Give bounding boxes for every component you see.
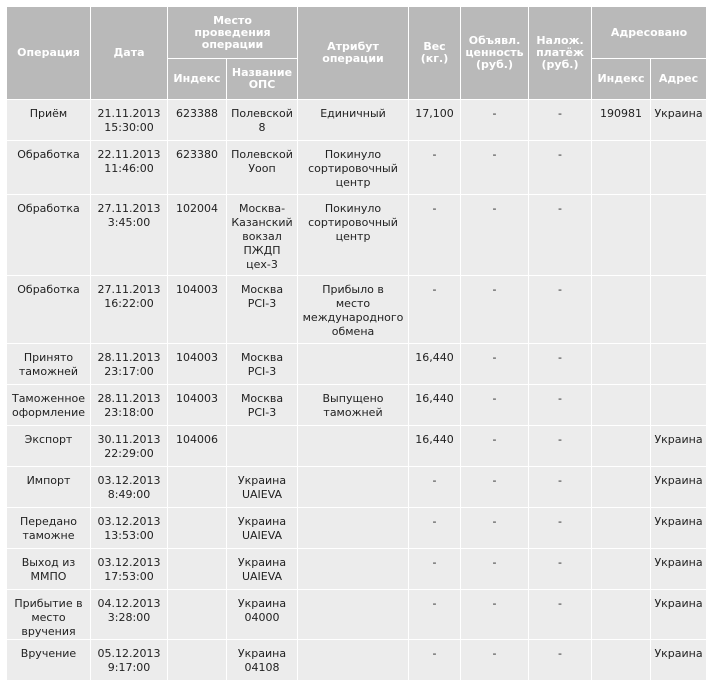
cell-date: 28.11.2013 23:18:00 [91, 385, 168, 426]
cell-date: 03.12.2013 8:49:00 [91, 467, 168, 508]
cell-address: Украина [651, 640, 707, 681]
cell-address [651, 276, 707, 344]
cell-place-name [227, 426, 298, 467]
cell-operation: Таможенное оформление [7, 385, 91, 426]
cell-date: 21.11.2013 15:30:00 [91, 100, 168, 141]
cell-declared-value: - [461, 640, 529, 681]
table-row [7, 426, 707, 467]
cell-weight: 16,440 [409, 344, 461, 385]
header-address: Адрес [651, 59, 707, 100]
table-row [7, 508, 707, 549]
cell-address-index [592, 640, 651, 681]
cell-date: 27.11.2013 3:45:00 [91, 195, 168, 276]
cell-cod: - [529, 195, 592, 276]
cell-place-name: Украина 04108 [227, 640, 298, 681]
cell-address-index [592, 344, 651, 385]
cell-weight: 16,440 [409, 426, 461, 467]
cell-place-index: 102004 [168, 195, 227, 276]
cell-date: 03.12.2013 17:53:00 [91, 549, 168, 590]
header-address-index: Индекс [592, 59, 651, 100]
cell-declared-value: - [461, 426, 529, 467]
header-addressed: Адресовано [592, 7, 707, 59]
cell-attribute [298, 426, 409, 467]
cell-address-index [592, 276, 651, 344]
header-attribute: Атрибут операции [298, 7, 409, 100]
cell-date: 04.12.2013 3:28:00 [91, 590, 168, 640]
cell-place-index [168, 549, 227, 590]
cell-cod: - [529, 141, 592, 195]
table-row [7, 195, 707, 276]
cell-place-index: 104006 [168, 426, 227, 467]
cell-address: Украина [651, 549, 707, 590]
cell-weight: - [409, 590, 461, 640]
cell-place-index: 104003 [168, 385, 227, 426]
cell-attribute [298, 344, 409, 385]
cell-place-index [168, 590, 227, 640]
cell-declared-value: - [461, 590, 529, 640]
cell-declared-value: - [461, 276, 529, 344]
cell-address-index [592, 141, 651, 195]
cell-address-index: 190981 [592, 100, 651, 141]
cell-date: 27.11.2013 16:22:00 [91, 276, 168, 344]
cell-address [651, 195, 707, 276]
cell-operation: Обработка [7, 141, 91, 195]
cell-address-index [592, 426, 651, 467]
table-row [7, 590, 707, 640]
header-weight: Вес (кг.) [409, 7, 461, 100]
cell-attribute: Прибыло в место международного обмена [298, 276, 409, 344]
cell-weight: 17,100 [409, 100, 461, 141]
cell-address [651, 344, 707, 385]
table-row [7, 640, 707, 681]
cell-cod: - [529, 549, 592, 590]
cell-cod: - [529, 100, 592, 141]
cell-attribute [298, 549, 409, 590]
cell-declared-value: - [461, 467, 529, 508]
cell-date: 30.11.2013 22:29:00 [91, 426, 168, 467]
cell-operation: Обработка [7, 276, 91, 344]
cell-date: 22.11.2013 11:46:00 [91, 141, 168, 195]
cell-weight: - [409, 276, 461, 344]
cell-cod: - [529, 640, 592, 681]
cell-address-index [592, 508, 651, 549]
table-row [7, 467, 707, 508]
cell-place-name: Полевской Уооп [227, 141, 298, 195]
cell-declared-value: - [461, 195, 529, 276]
cell-address: Украина [651, 426, 707, 467]
cell-address: Украина [651, 100, 707, 141]
cell-cod: - [529, 426, 592, 467]
cell-weight: - [409, 549, 461, 590]
cell-declared-value: - [461, 344, 529, 385]
cell-date: 28.11.2013 23:17:00 [91, 344, 168, 385]
cell-address: Украина [651, 508, 707, 549]
cell-place-index [168, 467, 227, 508]
cell-attribute [298, 590, 409, 640]
cell-address-index [592, 549, 651, 590]
cell-cod: - [529, 276, 592, 344]
cell-address-index [592, 195, 651, 276]
cell-declared-value: - [461, 141, 529, 195]
cell-place-name: Украина UAIEVA [227, 549, 298, 590]
cell-place-index [168, 640, 227, 681]
cell-place-name: Полевской 8 [227, 100, 298, 141]
cell-cod: - [529, 590, 592, 640]
table-row [7, 385, 707, 426]
cell-attribute [298, 508, 409, 549]
header-operation: Операция [7, 7, 91, 100]
header-place-name: Название ОПС [227, 59, 298, 100]
cell-operation: Принято таможней [7, 344, 91, 385]
cell-operation: Обработка [7, 195, 91, 276]
cell-cod: - [529, 508, 592, 549]
cell-place-index: 104003 [168, 276, 227, 344]
cell-attribute [298, 640, 409, 681]
cell-attribute: Единичный [298, 100, 409, 141]
cell-weight: - [409, 508, 461, 549]
cell-weight: 16,440 [409, 385, 461, 426]
header-place-index: Индекс [168, 59, 227, 100]
cell-operation: Приём [7, 100, 91, 141]
header-place: Место проведения операции [168, 7, 298, 59]
cell-operation: Прибытие в место вручения [7, 590, 91, 640]
cell-address: Украина [651, 467, 707, 508]
cell-weight: - [409, 640, 461, 681]
table-row [7, 100, 707, 141]
cell-operation: Выход из ММПО [7, 549, 91, 590]
cell-attribute: Покинуло сортировочный центр [298, 141, 409, 195]
cell-declared-value: - [461, 100, 529, 141]
cell-address [651, 385, 707, 426]
header-declared-value: Объявл. ценность (руб.) [461, 7, 529, 100]
cell-place-name: Москва- Казанский вокзал ПЖДП цех-3 [227, 195, 298, 276]
cell-place-name: Москва PCI-3 [227, 276, 298, 344]
cell-address-index [592, 385, 651, 426]
cell-operation: Экспорт [7, 426, 91, 467]
cell-place-name: Украина 04000 [227, 590, 298, 640]
table-row [7, 344, 707, 385]
cell-place-name: Украина UAIEVA [227, 508, 298, 549]
cell-operation: Вручение [7, 640, 91, 681]
header-cod: Налож. платёж (руб.) [529, 7, 592, 100]
cell-attribute: Покинуло сортировочный центр [298, 195, 409, 276]
cell-address [651, 141, 707, 195]
cell-place-index: 104003 [168, 344, 227, 385]
cell-place-name: Москва PCI-3 [227, 344, 298, 385]
cell-place-index: 623388 [168, 100, 227, 141]
cell-declared-value: - [461, 549, 529, 590]
cell-weight: - [409, 195, 461, 276]
cell-attribute [298, 467, 409, 508]
cell-address-index [592, 590, 651, 640]
cell-cod: - [529, 385, 592, 426]
cell-weight: - [409, 467, 461, 508]
cell-date: 05.12.2013 9:17:00 [91, 640, 168, 681]
cell-date: 03.12.2013 13:53:00 [91, 508, 168, 549]
table-row [7, 141, 707, 195]
cell-cod: - [529, 344, 592, 385]
cell-address: Украина [651, 590, 707, 640]
table-row [7, 276, 707, 344]
cell-weight: - [409, 141, 461, 195]
cell-operation: Импорт [7, 467, 91, 508]
cell-place-name: Москва PCI-3 [227, 385, 298, 426]
table-row [7, 549, 707, 590]
cell-address-index [592, 467, 651, 508]
cell-declared-value: - [461, 385, 529, 426]
cell-place-index: 623380 [168, 141, 227, 195]
cell-cod: - [529, 467, 592, 508]
cell-attribute: Выпущено таможней [298, 385, 409, 426]
cell-place-name: Украина UAIEVA [227, 467, 298, 508]
header-date: Дата [91, 7, 168, 100]
cell-operation: Передано таможне [7, 508, 91, 549]
cell-declared-value: - [461, 508, 529, 549]
cell-place-index [168, 508, 227, 549]
tracking-table [6, 6, 707, 681]
